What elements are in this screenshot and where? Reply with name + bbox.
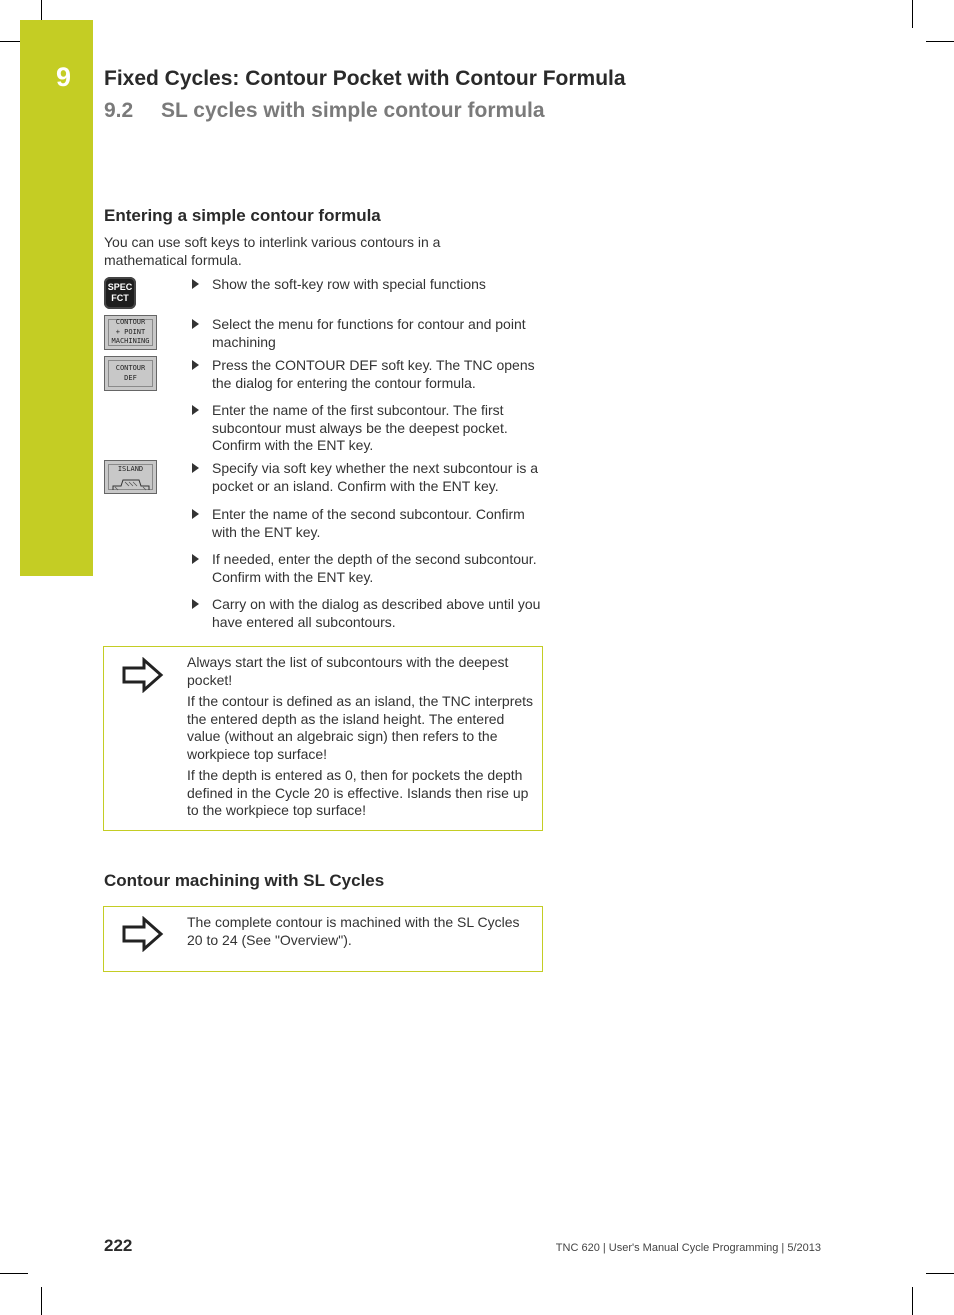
section-number: 9.2 xyxy=(104,99,134,122)
note-arrow-icon xyxy=(122,657,164,693)
note-arrow-icon xyxy=(122,916,164,952)
step-item: If needed, enter the depth of the second subcontour. Confirm with the ENT key. xyxy=(192,551,544,586)
heading-contour-machining: Contour machining with SL Cycles xyxy=(104,871,385,890)
chapter-tab xyxy=(20,20,93,576)
crop-mark xyxy=(41,0,42,20)
step-item: Enter the name of the first subcontour. The first subcontour must always be the deepest pocket. Confirm with the ENT key. xyxy=(192,402,544,455)
spec-fct-key-icon xyxy=(104,277,136,309)
step-item: Enter the name of the second subcontour. Confirm with the ENT key. xyxy=(192,506,544,541)
note-box xyxy=(103,906,543,972)
crop-mark xyxy=(0,41,20,42)
note-box xyxy=(103,646,543,831)
chapter-title: Fixed Cycles: Contour Pocket with Contour Formula xyxy=(104,67,626,90)
island-softkey-icon xyxy=(104,460,157,494)
step-item: Select the menu for functions for contour and point machining xyxy=(192,316,544,351)
bullet-arrow-icon xyxy=(192,279,199,289)
heading-entering-formula: Entering a simple contour formula xyxy=(104,206,381,225)
chapter-number: 9 xyxy=(56,62,72,92)
step-item: Specify via soft key whether the next subcontour is a pocket or an island. Confirm with the ENT key. xyxy=(192,460,544,495)
step-item: Carry on with the dialog as described above until you have entered all subcontours. xyxy=(192,596,544,631)
bullet-arrow-icon xyxy=(192,509,199,519)
contour-def-softkey-icon xyxy=(104,356,157,391)
note-body xyxy=(187,654,537,824)
note-body xyxy=(187,914,537,953)
section-title: SL cycles with simple contour formula xyxy=(161,99,545,122)
step-item: Press the CONTOUR DEF soft key. The TNC opens the dialog for entering the contour formula. xyxy=(192,357,544,392)
page-number: 222 xyxy=(104,1236,133,1255)
footer-text: TNC 620 | User's Manual Cycle Programming | 5/2013 xyxy=(555,1242,821,1254)
island-shape-icon xyxy=(111,476,151,492)
bullet-arrow-icon xyxy=(192,599,199,609)
softkey-label-2: DEF xyxy=(124,373,137,382)
crop-mark xyxy=(926,1273,954,1274)
bullet-arrow-icon xyxy=(192,405,199,415)
crop-mark xyxy=(0,1273,28,1274)
bullet-arrow-icon xyxy=(192,319,199,329)
softkey-label-2: + POINT xyxy=(115,327,146,336)
crop-mark xyxy=(912,0,913,28)
spec-fct-key-label-2: FCT xyxy=(111,293,129,303)
spec-fct-key-label-1: SPEC xyxy=(107,282,133,292)
softkey-label-3: MACHINING xyxy=(111,337,150,346)
note-paragraph: The complete contour is machined with the SL Cycles 20 to 24 (See "Overview"). xyxy=(187,914,520,948)
softkey-label: ISLAND xyxy=(117,465,144,473)
bullet-arrow-icon xyxy=(192,554,199,564)
section-header xyxy=(104,99,545,123)
crop-mark xyxy=(926,41,954,42)
crop-mark xyxy=(912,1287,913,1315)
step-item: Show the soft-key row with special functions xyxy=(192,276,544,294)
note-paragraph: If the depth is entered as 0, then for pockets the depth defined in the Cycle 20 is effective. Islands then rise up to the workpiece top surface! xyxy=(187,767,529,818)
softkey-label-1: CONTOUR xyxy=(115,318,146,327)
note-paragraph: Always start the list of subcontours with the deepest pocket! xyxy=(187,654,509,688)
note-paragraph: If the contour is defined as an island, the TNC interprets the entered depth as the island height. The entered value (without an algebraic sign) then refers to the workpiece top surface! xyxy=(187,693,534,762)
bullet-arrow-icon xyxy=(192,463,199,473)
contour-point-machining-softkey-icon xyxy=(104,315,157,350)
intro-paragraph: You can use soft keys to interlink various contours in a mathematical formula. xyxy=(104,234,441,268)
softkey-label-1: CONTOUR xyxy=(115,364,146,372)
crop-mark xyxy=(41,1287,42,1315)
bullet-arrow-icon xyxy=(192,360,199,370)
